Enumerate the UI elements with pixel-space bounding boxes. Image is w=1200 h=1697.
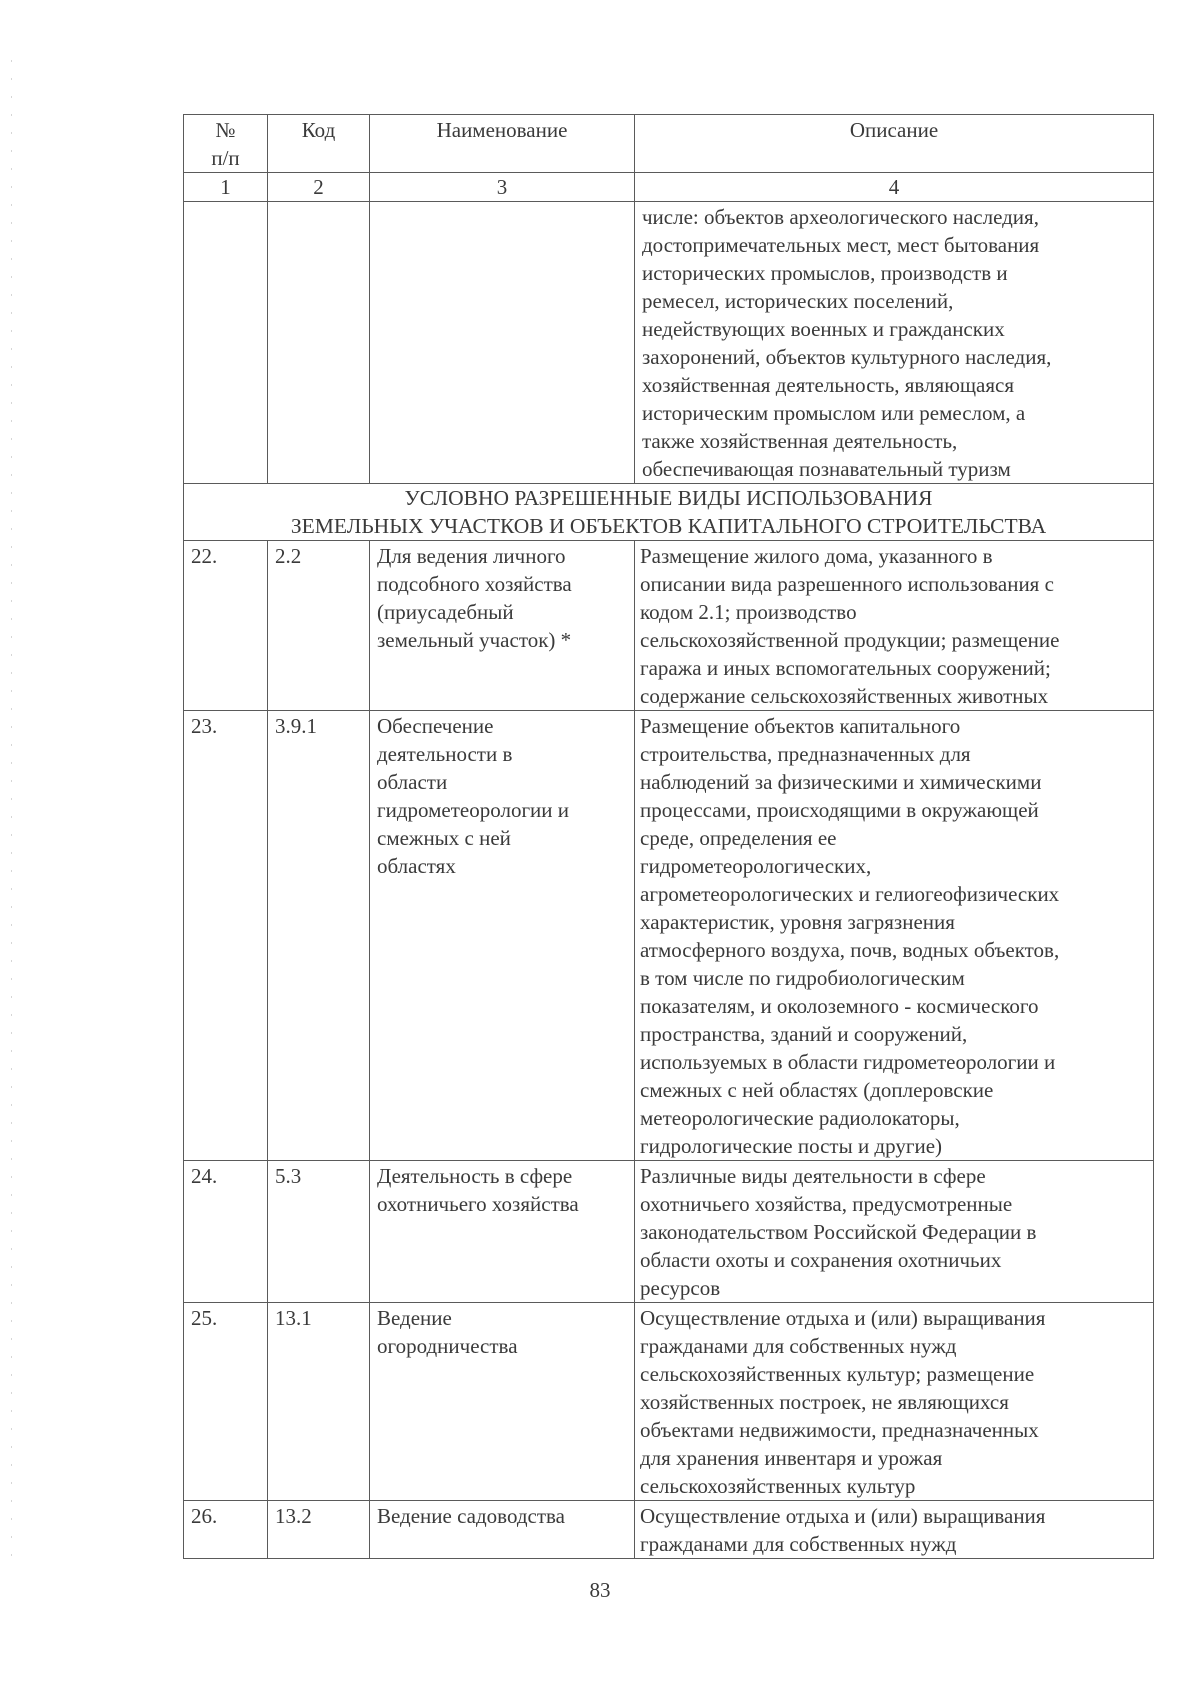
table-row xyxy=(184,1161,1154,1303)
column-number: 3 xyxy=(370,173,635,202)
land-use-table xyxy=(183,114,1154,1559)
row-name: Деятельность в сфере охотничьего хозяйства xyxy=(370,1161,635,1303)
column-number: 2 xyxy=(268,173,370,202)
table-row xyxy=(184,541,1154,711)
row-description: Осуществление отдыха и (или) выращивания гражданами для собственных нужд xyxy=(635,1501,1154,1559)
row-number: 25. xyxy=(184,1303,268,1501)
row-code: 13.2 xyxy=(268,1501,370,1559)
header-description: Описание xyxy=(635,115,1154,173)
header-row xyxy=(184,115,1154,173)
table-row xyxy=(184,711,1154,1161)
row-number: 22. xyxy=(184,541,268,711)
row-code: 13.1 xyxy=(268,1303,370,1501)
row-name: Для ведения личного подсобного хозяйства (приусадебный земельный участок) * xyxy=(370,541,635,711)
row-name: Ведение огородничества xyxy=(370,1303,635,1501)
column-number: 1 xyxy=(184,173,268,202)
row-description: Различные виды деятельности в сфере охотничьего хозяйства, предусмотренные законодательством Российской Федерации в области охоты и сохранения охотничьих ресурсов xyxy=(635,1161,1154,1303)
section-row xyxy=(184,484,1154,541)
header-name: Наименование xyxy=(370,115,635,173)
row-description: Размещение объектов капитального строительства, предназначенных для наблюдений за физическими и химическими процессами, происходящими в окружающей среде, определения ее гидрометеорологических, агрометеорологических и гелиогеофизических характеристик, уровня загрязнения атмосферного воздуха, почв, водных объектов, в том числе по гидробиологическим показателям, и околоземного - космического пространства, зданий и сооружений, используемых в области гидрометеорологии и смежных с ней областях (доплеровские метеорологические радиолокаторы, гидрологические посты и другие) xyxy=(635,711,1154,1161)
header-code: Код xyxy=(268,115,370,173)
empty-cell xyxy=(268,202,370,484)
row-number: 23. xyxy=(184,711,268,1161)
empty-cell xyxy=(370,202,635,484)
scan-margin-artifact xyxy=(11,60,12,1560)
row-code: 2.2 xyxy=(268,541,370,711)
row-code: 5.3 xyxy=(268,1161,370,1303)
table-row xyxy=(184,1501,1154,1559)
row-name: Обеспечение деятельности в области гидрометеорологии и смежных с ней областях xyxy=(370,711,635,1161)
column-number: 4 xyxy=(635,173,1154,202)
row-name: Ведение садоводства xyxy=(370,1501,635,1559)
column-number-row xyxy=(184,173,1154,202)
section-title: УСЛОВНО РАЗРЕШЕННЫЕ ВИДЫ ИСПОЛЬЗОВАНИЯ ЗЕМЕЛЬНЫХ УЧАСТКОВ И ОБЪЕКТОВ КАПИТАЛЬНОГО СТРОИТЕЛЬСТВА xyxy=(184,484,1154,541)
page-number: 83 xyxy=(589,1578,611,1602)
row-number: 24. xyxy=(184,1161,268,1303)
continuation-description: числе: объектов археологического наследия, достопримечательных мест, мест бытования исторических промыслов, производств и ремесел, исторических поселений, недействующих военных и гражданских захоронений, объектов культурного наследия, хозяйственная деятельность, являющаяся историческим промыслом или ремеслом, а также хозяйственная деятельность, обеспечивающая познавательный туризм xyxy=(635,202,1154,484)
row-code: 3.9.1 xyxy=(268,711,370,1161)
header-num: № п/п xyxy=(184,115,268,173)
table-row xyxy=(184,1303,1154,1501)
empty-cell xyxy=(184,202,268,484)
row-description: Размещение жилого дома, указанного в описании вида разрешенного использования с кодом 2.1; производство сельскохозяйственной продукции; размещение гаража и иных вспомогательных сооружений; содержание сельскохозяйственных животных xyxy=(635,541,1154,711)
row-description: Осуществление отдыха и (или) выращивания гражданами для собственных нужд сельскохозяйственных культур; размещение хозяйственных построек, не являющихся объектами недвижимости, предназначенных для хранения инвентаря и урожая сельскохозяйственных культур xyxy=(635,1303,1154,1501)
continuation-row xyxy=(184,202,1154,484)
row-number: 26. xyxy=(184,1501,268,1559)
